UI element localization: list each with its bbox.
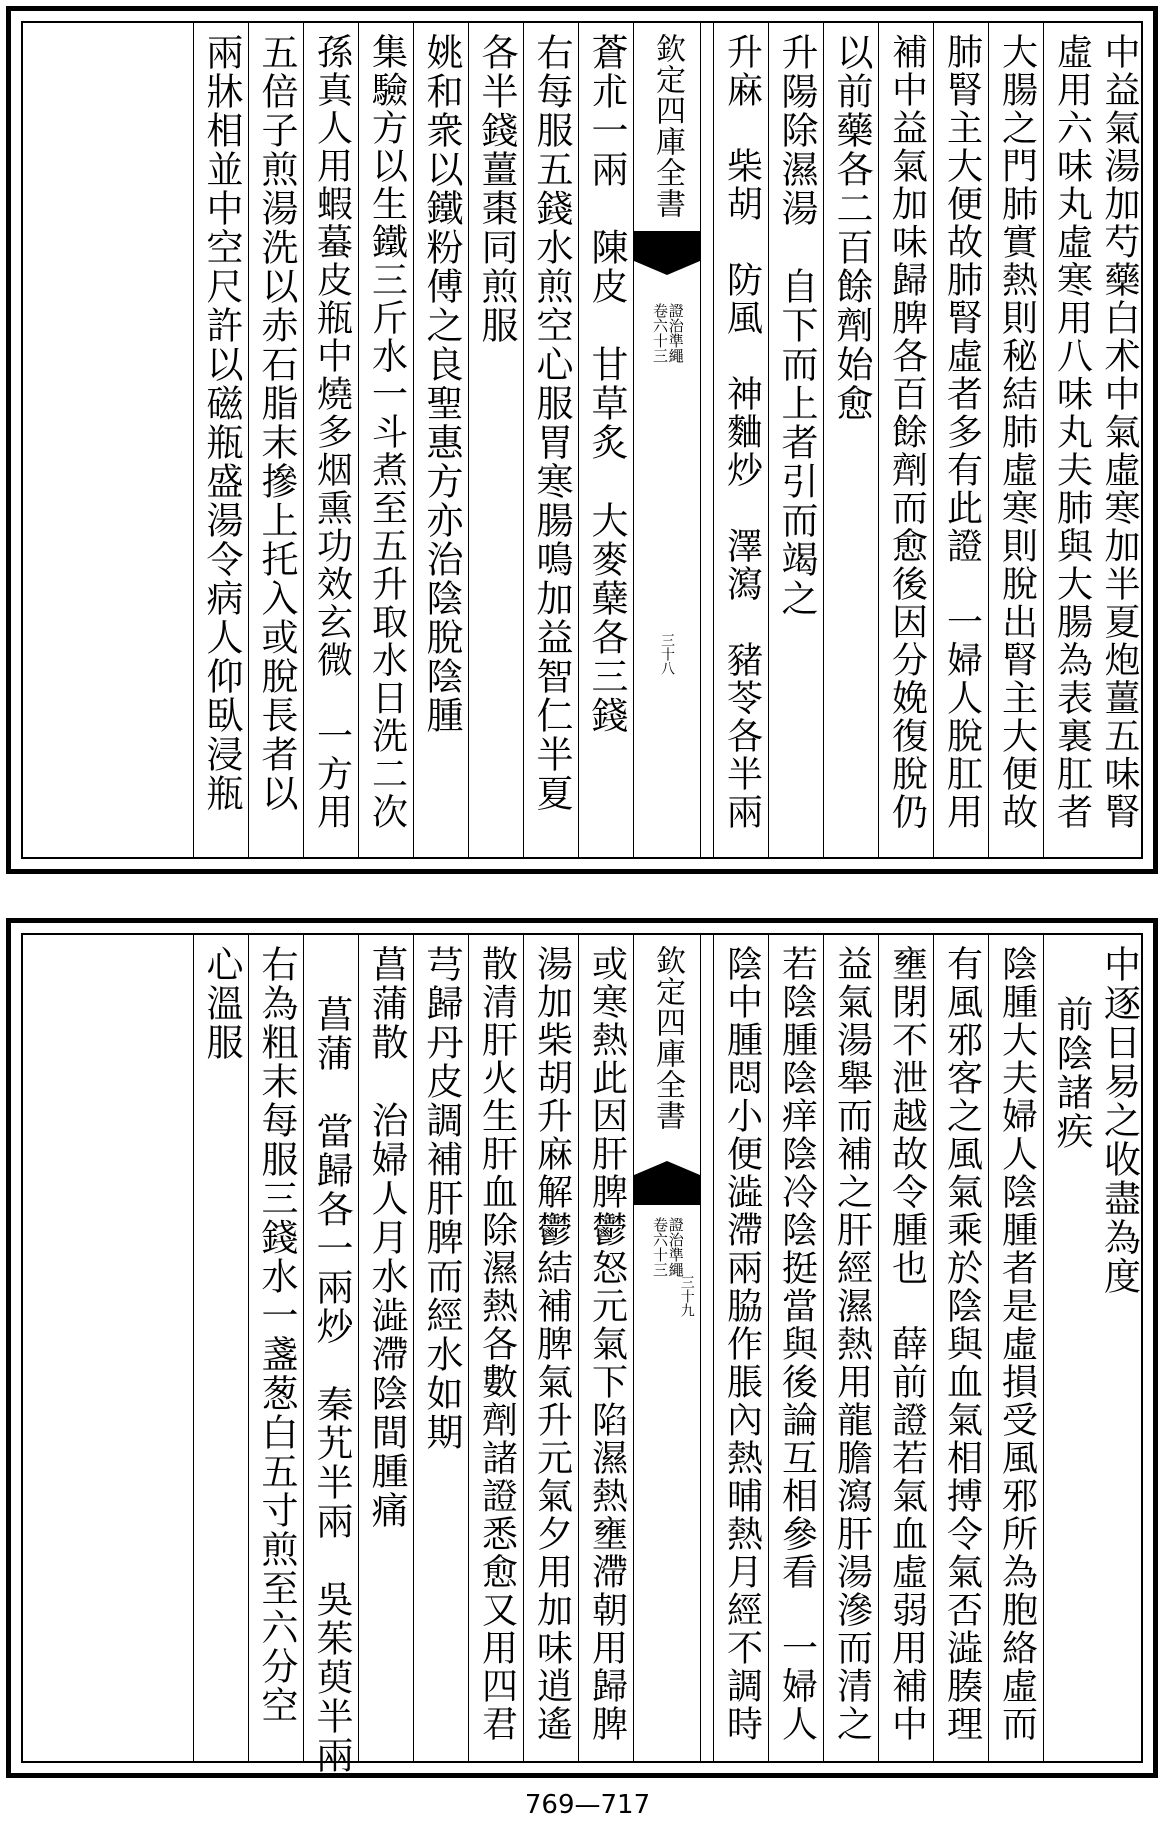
gutter-volume: 證治準繩 卷六十三	[651, 1217, 685, 1277]
text-column	[303, 935, 359, 1775]
text-column	[358, 935, 414, 1761]
column-text: 各半錢薑棗同煎服	[475, 33, 518, 345]
text-column	[248, 23, 304, 857]
center-gutter	[633, 935, 701, 1761]
column-text: 姚和衆以鐵粉傅之良聖惠方亦治陰脫陰腫	[420, 33, 463, 735]
text-column	[878, 935, 934, 1761]
text-column	[988, 23, 1044, 857]
column-text: 芎歸丹皮調補肝脾而經水如期	[420, 945, 463, 1452]
fish-tail-mark	[634, 231, 700, 261]
column-text: 心溫服	[200, 945, 243, 1062]
text-column	[933, 23, 989, 857]
text-column	[193, 935, 249, 1761]
text-column	[823, 23, 879, 857]
text-column	[823, 935, 879, 1761]
column-text: 五倍子煎湯洗以赤石脂末摻上托入或脫長者以	[255, 33, 298, 813]
text-column	[1098, 935, 1140, 1761]
text-column	[303, 23, 359, 857]
column-text: 右每服五錢水煎空心服胃寒腸鳴加益智仁半夏	[530, 33, 573, 813]
column-text: 虛用六味丸虛寒用八味丸夫肺與大腸為表裏肛者	[1051, 33, 1093, 831]
column-text: 菖蒲散 治婦人月水澁滯陰間腫痛	[365, 945, 408, 1530]
column-text: 或寒熱此因肝脾鬱怒元氣下陷濕熱壅滯朝用歸脾	[586, 945, 628, 1743]
text-column	[578, 935, 634, 1761]
column-text: 大腸之門肺實熱則秘結肺虛寒則脫出腎主大便故	[996, 33, 1038, 831]
text-column	[933, 935, 989, 1761]
column-text: 蒼朮一兩 陳皮 甘草炙 大麥蘖各三錢	[585, 33, 628, 735]
column-text: 中逐日易之收盡為度	[1097, 945, 1141, 1296]
page-bottom	[6, 918, 1158, 1778]
column-text: 陰中腫悶小便澁滯兩脇作脹內熱晡熱月經不調時	[721, 945, 763, 1743]
page-frame	[21, 933, 1143, 1775]
column-text: 補中益氣加味歸脾各百餘劑而愈後因分娩復脫仍	[886, 33, 928, 831]
text-column	[1098, 23, 1140, 857]
column-text: 若陰腫陰痒陰冷陰挺當與後論互相參看 一婦人	[776, 945, 818, 1743]
text-column	[768, 935, 824, 1761]
column-text: 孫真人用蝦蟇皮瓶中燒多烟熏功效玄微 一方用	[311, 33, 353, 831]
text-column	[358, 23, 414, 857]
text-column	[988, 935, 1044, 1761]
text-column	[523, 935, 579, 1761]
text-column	[713, 23, 769, 857]
page-frame	[21, 21, 1143, 859]
column-text: 有風邪客之風氣乘於陰與血氣相搏令氣否澁腠理	[941, 945, 983, 1743]
column-text: 益氣湯舉而補之肝經濕熱用龍膽瀉肝湯滲而清之	[831, 945, 873, 1743]
fish-tail-mark	[634, 1175, 700, 1205]
column-text: 兩牀相並中空尺許以磁瓶盛湯令病人仰臥浸瓶	[200, 33, 243, 813]
text-column	[1043, 23, 1099, 857]
gutter-title: 欽定四庫全書	[650, 33, 685, 219]
text-column	[193, 23, 249, 857]
text-column	[413, 935, 469, 1761]
center-gutter	[633, 23, 701, 857]
column-text: 以前藥各二百餘劑始愈	[830, 33, 873, 423]
text-column	[878, 23, 934, 857]
column-text: 升麻 柴胡 防風 神麯炒 澤瀉 豬苓各半兩	[721, 33, 763, 831]
text-column	[1043, 935, 1099, 1761]
text-column	[468, 23, 524, 857]
column-text: 菖蒲 當歸各一兩炒 秦艽半兩 吳茱萸半兩	[310, 995, 353, 1775]
column-text: 前陰諸疾	[1050, 995, 1093, 1151]
column-text: 升陽除濕湯 自下而上者引而竭之	[775, 33, 818, 618]
text-column	[468, 935, 524, 1761]
column-text: 右為粗末每服三錢水一盞葱白五寸煎至六分空	[255, 945, 298, 1725]
gutter-title: 欽定四庫全書	[650, 945, 685, 1131]
column-text: 陰腫大夫婦人陰腫者是虛損受風邪所為胞絡虛而	[996, 945, 1038, 1743]
folio-number: 三十九	[678, 1275, 695, 1317]
text-column	[578, 23, 634, 857]
column-text: 中益氣湯加芍藥白术中氣虛寒加半夏炮薑五味腎	[1099, 33, 1140, 831]
text-column	[523, 23, 579, 857]
text-column	[713, 935, 769, 1761]
text-column	[413, 23, 469, 857]
column-text: 肺腎主大便故肺腎虛者多有此證 一婦人脫肛用	[941, 33, 983, 831]
folio-number: 三十八	[659, 633, 675, 675]
column-text: 壅閉不泄越故令腫也 薛前證若氣血虛弱用補中	[886, 945, 928, 1743]
column-text: 集驗方以生鐵三斤水一斗煮至五升取水日洗二次	[366, 33, 408, 831]
text-column	[768, 23, 824, 857]
page-top	[6, 6, 1158, 874]
column-text: 湯加柴胡升麻解鬱結補脾氣升元氣夕用加味逍遙	[531, 945, 573, 1743]
text-column	[248, 935, 304, 1761]
gutter-volume: 證治準繩 卷六十三	[651, 303, 685, 363]
page-footer-number: 769—717	[524, 1790, 651, 1820]
column-text: 散清肝火生肝血除濕熱各數劑諸證悉愈又用四君	[476, 945, 518, 1743]
